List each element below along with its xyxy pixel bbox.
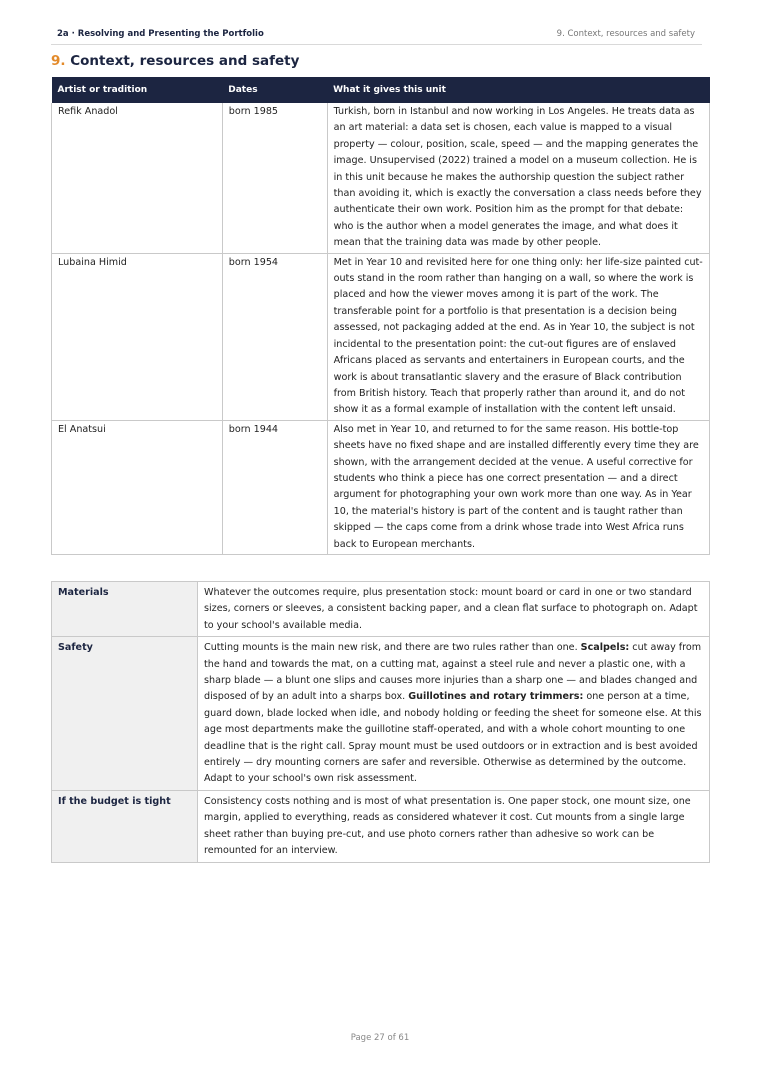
column-header-description: What it gives this unit <box>327 77 709 103</box>
budget-text: Consistency costs nothing and is most of what presentation is. One paper stock, one mount size, one margin, applied to everything, reads as considered whatever it cost. Cut mounts from a single large sheet rather than buying pre-cut, and use photo corners rather than adhesive so work can be remounted for an interview. <box>198 790 710 862</box>
safety-intro: Cutting mounts is the main new risk, and there are two rules rather than one. <box>204 642 581 654</box>
artist-dates: born 1985 <box>222 103 327 253</box>
section-number: 9. <box>51 53 66 69</box>
table-row <box>52 253 710 420</box>
table-header-row <box>52 77 710 103</box>
artist-description: Also met in Year 10, and returned to for the same reason. His bottle-top sheets have no fixed shape and are installed differently every time they are shown, with the arrangement decided at the venue. A useful corrective for students who think a piece has one correct presentation — and a direct argument for photographing your own work more than one way. As in Year 10, the material's history is part of the content and is taught rather than skipped — the caps come from a drink whose trade into West Africa runs back to European merchants. <box>327 420 709 554</box>
guillotines-label: Guillotines and rotary trimmers: <box>408 691 584 703</box>
artist-name: Lubaina Himid <box>52 253 223 420</box>
budget-row <box>52 790 710 862</box>
budget-label: If the budget is tight <box>52 790 198 862</box>
materials-text: Whatever the outcomes require, plus presentation stock: mount board or card in one or two standard sizes, corners or sleeves, a consistent backing paper, and a clean flat surface to photograph on. Adapt to your school's available media. <box>198 582 710 637</box>
guillotines-text: one person at a time, guard down, blade locked when idle, and nobody holding or feeding the sheet for someone else. At this age most departments make the guillotine staff-operated, and with a whole cohort mounting to one deadline that is the right call. Spray mount must be used outdoors or in extraction and is best avoided entirely — dry mounting corners are safer and reversible. Otherwise as determined by the outcome. Adapt to your school's own risk assessment. <box>204 691 702 785</box>
artists-table <box>51 77 710 555</box>
section-heading <box>51 51 299 71</box>
artist-dates: born 1954 <box>222 253 327 420</box>
materials-row <box>52 582 710 637</box>
safety-row <box>52 637 710 791</box>
materials-label: Materials <box>52 582 198 637</box>
artist-name: El Anatsui <box>52 420 223 554</box>
safety-text <box>198 637 710 791</box>
scalpels-label: Scalpels: <box>580 642 630 654</box>
artist-description: Met in Year 10 and revisited here for one thing only: her life-size painted cut-outs stand in the room rather than hanging on a wall, so where the work is placed and how the viewer moves among it is part of the work. The transferable point for a portfolio is that presentation is a decision being assessed, not packaging added at the end. As in Year 10, the subject is not incidental to the presentation point: the cut-out figures are of enslaved Africans placed as servants and entertainers in European courts, and the work is about transatlantic slavery and the erasure of Black contribution from British history. Teach that properly rather than around it, and do not show it as a formal example of installation with the content left unsaid. <box>327 253 709 420</box>
artist-dates: born 1944 <box>222 420 327 554</box>
resources-table <box>51 581 710 863</box>
section-title: Context, resources and safety <box>70 53 300 69</box>
artist-name: Refik Anadol <box>52 103 223 253</box>
artist-description: Turkish, born in Istanbul and now working in Los Angeles. He treats data as an art material: a data set is chosen, each value is mapped to a visual property — colour, position, scale, speed — and the mapping generates the image. Unsupervised (2022) trained a model on a museum collection. He is in this unit because he makes the authorship question the subject rather than avoiding it, which is exactly the conversation a class needs before they authenticate their own work. Position him as the prompt for that debate: who is the author when a model generates the image, and what does it mean that the training data was made by other people. <box>327 103 709 253</box>
column-header-artist: Artist or tradition <box>52 77 223 103</box>
column-header-dates: Dates <box>222 77 327 103</box>
table-row <box>52 103 710 253</box>
page-number: Page 27 of 61 <box>350 1033 410 1043</box>
header-section-title: 9. Context, resources and safety <box>556 29 695 39</box>
safety-label: Safety <box>52 637 198 791</box>
table-row <box>52 420 710 554</box>
scalpels-text: cut away from the hand and towards the mat, on a cutting mat, against a steel rule and never a plastic one, with a sharp blade — a blunt one slips and causes more injuries than a sharp one — and blades changed and disposed of by an adult into a sharps box. <box>204 642 702 703</box>
running-header <box>51 28 702 45</box>
header-unit-title: 2a · Resolving and Presenting the Portfolio <box>57 29 264 39</box>
